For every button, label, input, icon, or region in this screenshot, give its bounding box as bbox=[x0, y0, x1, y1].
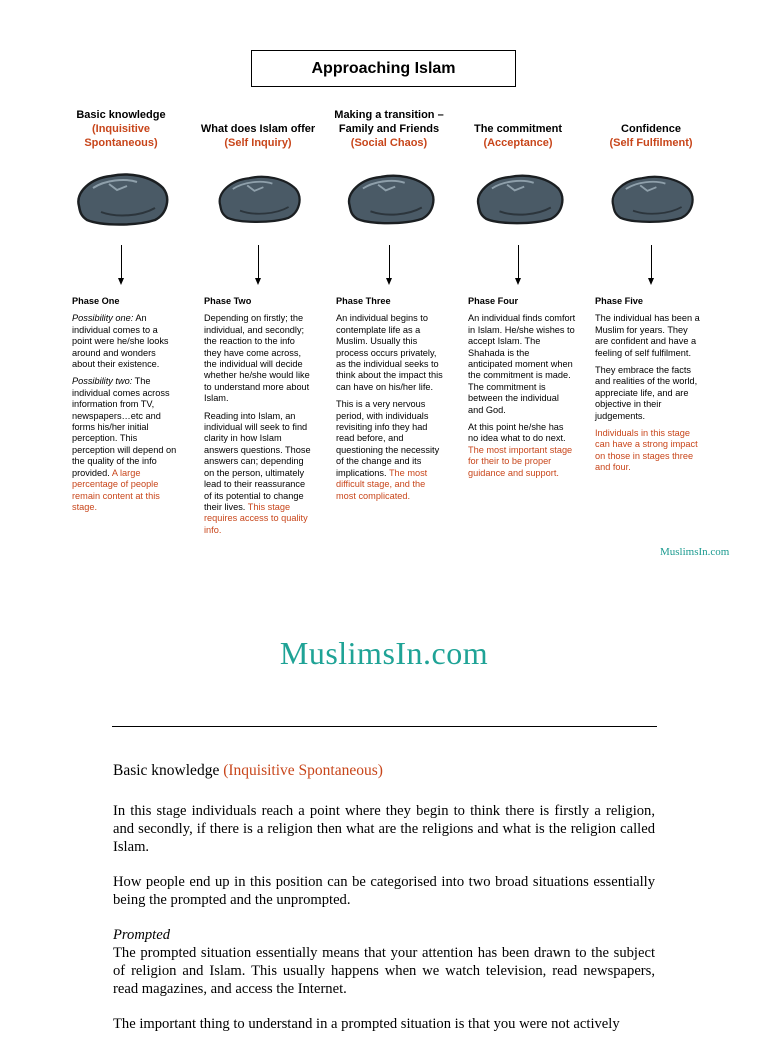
stage-subtitle: (Acceptance) bbox=[483, 137, 553, 149]
paragraph: In this stage individuals reach a point where they begin to think there is firstly a religion, and secondly, if there is a religion then what are the religions and what is the religion called Islam. bbox=[113, 803, 655, 855]
stage-title-line2: Family and Friends bbox=[338, 123, 440, 135]
phase-paragraph: An individual begins to contemplate life as a Muslim. Usually this process occurs privately, as the individual seeks to think about the impact this can have on his/her life. bbox=[336, 313, 443, 392]
rock-image bbox=[329, 150, 449, 245]
phase-title: Phase One bbox=[72, 296, 120, 306]
divider bbox=[112, 726, 657, 727]
page-title: Approaching Islam bbox=[251, 50, 516, 87]
paragraph: How people end up in this position can be categorised into two broad situations essentially being the prompted and the unprompted. bbox=[113, 874, 655, 908]
phase-paragraph: The individual has been a Muslim for years. They are confident and have a feeling of self fulfilment. bbox=[595, 313, 700, 358]
phase-one-text bbox=[72, 296, 180, 519]
stage-column-2 bbox=[198, 110, 318, 287]
phase-five-text bbox=[595, 296, 703, 480]
phase-highlight: Individuals in this stage can have a strong impact on those in stages three and four. bbox=[595, 428, 698, 473]
paragraph: The prompted situation essentially means that your attention has been drawn to the subject of religion and Islam. This usually happens when we watch television, read newspapers, read magazines, and access the Internet. bbox=[113, 945, 655, 997]
down-arrow-icon bbox=[458, 245, 578, 287]
stage-title: Making a transition – bbox=[334, 109, 444, 121]
phase-title: Phase Four bbox=[468, 296, 519, 306]
rock-image bbox=[591, 150, 711, 245]
paragraph: The important thing to understand in a prompted situation is that you were not actively bbox=[113, 1016, 620, 1032]
article-body bbox=[113, 762, 655, 1050]
stage-subtitle: (Social Chaos) bbox=[350, 137, 428, 149]
stage-header bbox=[198, 110, 318, 150]
site-logo: MuslimsIn.com bbox=[279, 635, 489, 671]
phase-paragraph: Reading into Islam, an individual will seek to find clarity in how Islam answers questions. Those answers can; depending on the person, ultimately lead to their reassurance of its potential to change their lives. This stage requires access to quality info. bbox=[204, 410, 311, 535]
stage-column-3 bbox=[329, 110, 449, 287]
possibility-label: Possibility one: bbox=[72, 313, 134, 324]
phase-paragraph: This is a very nervous period, with individuals revisiting info they had read before, and questioning the necessity of the change and its implications. The most difficult stage, and the most complicated. bbox=[336, 399, 440, 501]
down-arrow-icon bbox=[61, 245, 181, 287]
phase-paragraph: They embrace the facts and realities of the world, appreciate life, and are objective in their judgements. bbox=[595, 365, 698, 421]
phase-paragraph: An individual finds comfort in Islam. He/she wishes to accept Islam. The Shahada is the anticipated moment when the commitment is made. The commitment is between the individual and God. bbox=[468, 313, 576, 415]
phase-highlight: This stage requires access to quality info. bbox=[204, 501, 308, 535]
stage-header bbox=[61, 110, 181, 150]
phase-title: Phase Five bbox=[595, 296, 644, 306]
stage-subtitle: (Inquisitive Spontaneous) bbox=[84, 123, 158, 149]
phase-two-text bbox=[204, 296, 312, 542]
down-arrow-icon bbox=[198, 245, 318, 287]
phase-paragraph: Possibility two: The individual comes across information from TV, newspapers…etc and forms his/her initial perception. This perception will depend on the quality of the info provided. A large percentage of people remain content at this stage. bbox=[72, 376, 177, 512]
phase-paragraph: Possibility one: An individual comes to a point were he/she looks around and wonders about their existence. bbox=[72, 313, 169, 370]
phase-highlight: A large percentage of people remain content at this stage. bbox=[72, 467, 160, 512]
possibility-label: Possibility two: bbox=[72, 376, 133, 387]
stage-title: The commitment bbox=[473, 123, 562, 135]
phase-title: Phase Two bbox=[204, 296, 252, 306]
stage-column-1 bbox=[61, 110, 181, 287]
subheading: Prompted bbox=[113, 927, 171, 943]
phase-highlight: The most important stage for their to be proper guidance and support. bbox=[468, 444, 573, 478]
source-credit: MuslimsIn.com bbox=[660, 546, 730, 558]
rock-image bbox=[458, 150, 578, 245]
rock-image bbox=[198, 150, 318, 245]
down-arrow-icon bbox=[591, 245, 711, 287]
phase-four-text bbox=[468, 296, 576, 485]
stage-title: Basic knowledge bbox=[76, 109, 166, 121]
stage-subtitle: (Self Inquiry) bbox=[224, 137, 292, 149]
stage-title: Confidence bbox=[621, 123, 681, 135]
down-arrow-icon bbox=[329, 245, 449, 287]
phase-paragraph: At this point he/she has no idea what to do next. The most important stage for their to be proper guidance and support. bbox=[468, 422, 573, 478]
stage-title: What does Islam offer bbox=[200, 123, 316, 135]
phase-title: Phase Three bbox=[336, 296, 391, 306]
stage-header bbox=[458, 110, 578, 150]
stage-header bbox=[329, 110, 449, 150]
stage-header bbox=[591, 110, 711, 150]
rock-image bbox=[61, 150, 181, 245]
section-heading: Basic knowledge (Inquisitive Spontaneous) bbox=[113, 762, 383, 779]
stage-subtitle: (Self Fulfilment) bbox=[609, 137, 693, 149]
phase-paragraph: Depending on firstly; the individual, and secondly; the reaction to the info they have come across, the individual will decide whether he/she would like to understand more about Islam. bbox=[204, 313, 310, 404]
phase-highlight: The most difficult stage, and the most complicated. bbox=[336, 467, 428, 501]
stage-column-4 bbox=[458, 110, 578, 287]
stage-column-5 bbox=[591, 110, 711, 287]
section-heading-highlight: (Inquisitive Spontaneous) bbox=[223, 762, 383, 779]
phase-three-text bbox=[336, 296, 444, 508]
